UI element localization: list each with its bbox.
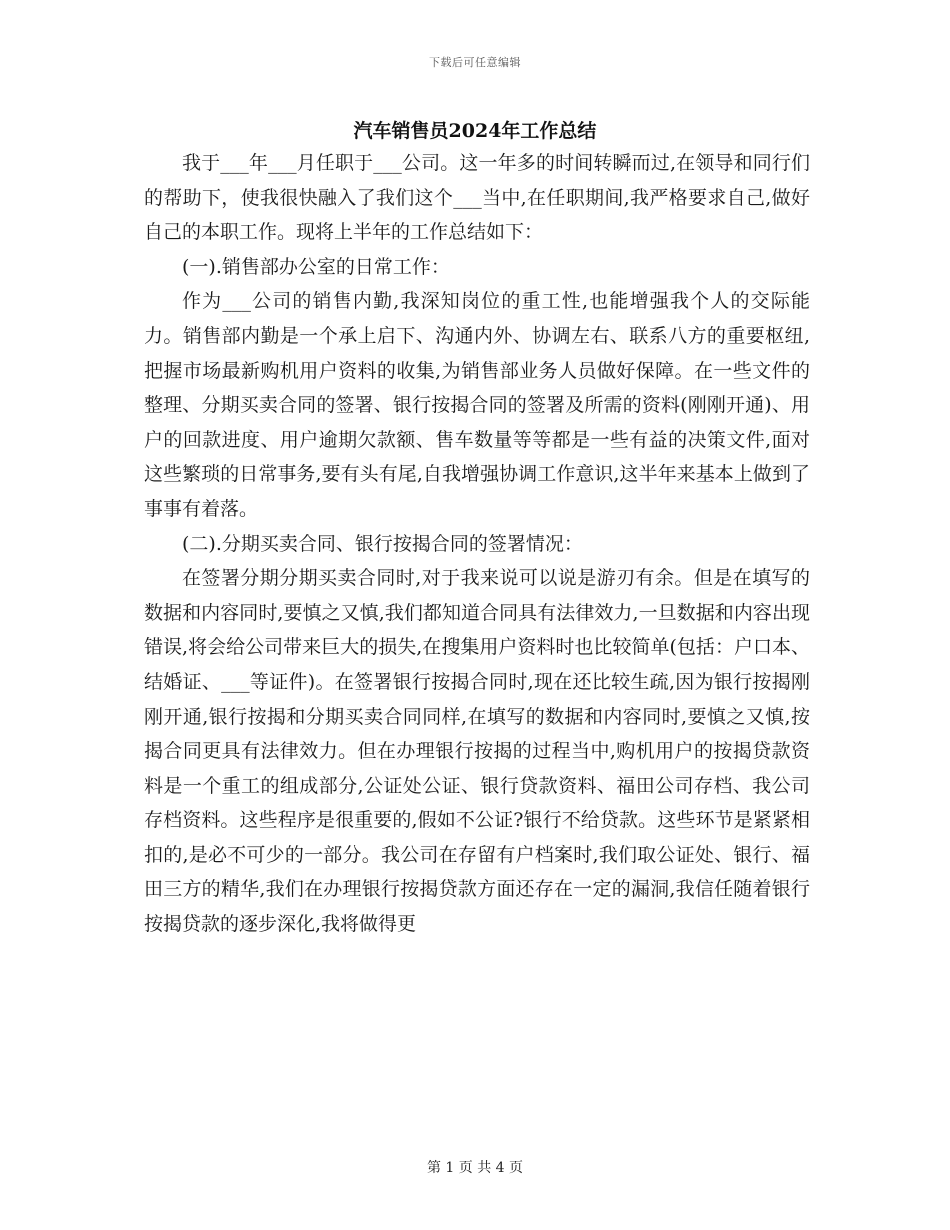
section-heading-2: (二).分期买卖合同、银行按揭合同的签署情况： [182, 532, 583, 555]
document-title: 汽车销售员2024年工作总结 [353, 120, 597, 142]
paragraph-intro: 我于___年___月任职于___公司。这一年多的时间转瞬而过,在领导和同行们的帮助下，使我很快融入了我们这个___当中,在任职期间,我严格要求自己,做好自己的本职工作。现将上半年的工作总结如下： [144, 152, 810, 244]
document-body [144, 146, 810, 942]
paragraph-section-1: 作为___公司的销售内勤,我深知岗位的重工性,也能增强我个人的交际能力。销售部内勤是一个承上启下、沟通内外、协调左右、联系八方的重要枢纽,把握市场最新购机用户资料的收集,为销售部业务人员做好保障。在一些文件的整理、分期买卖合同的签署、银行按揭合同的签署及所需的资料(刚刚开通)、用户的回款进度、用户逾期欠款额、售车数量等等都是一些有益的决策文件,面对这些繁琐的日常事务,要有头有尾,自我增强协调工作意识,这半年来基本上做到了事事有着落。 [144, 290, 810, 520]
paragraph-section-2: 在签署分期分期买卖合同时,对于我来说可以说是游刃有余。但是在填写的数据和内容同时,要慎之又慎,我们都知道合同具有法律效力,一旦数据和内容出现错误,将会给公司带来巨大的损失,在搜集用户资料时也比较简单(包括：户口本、结婚证、___等证件)。在签署银行按揭合同时,现在还比较生疏,因为银行按揭刚刚开通,银行按揭和分期买卖合同同样,在填写的数据和内容同时,要慎之又慎,按揭合同更具有法律效力。但在办理银行按揭的过程当中,购机用户的按揭贷款资料是一个重工的组成部分,公证处公证、银行贷款资料、福田公司存档、我公司存档资料。这些程序是很重要的,假如不公证?银行不给贷款。这些环节是紧紧相扣的,是必不可少的一部分。我公司在存留有户档案时,我们取公证处、银行、福田三方的精华,我们在办理银行按揭贷款方面还存在一定的漏洞,我信任随着银行按揭贷款的逐步深化,我将做得更 [144, 567, 810, 936]
section-heading-1: (一).销售部办公室的日常工作： [182, 255, 450, 278]
page-number: 第 1 页 共 4 页 [426, 1160, 524, 1176]
page-header-note: 下载后可任意编辑 [429, 56, 521, 69]
